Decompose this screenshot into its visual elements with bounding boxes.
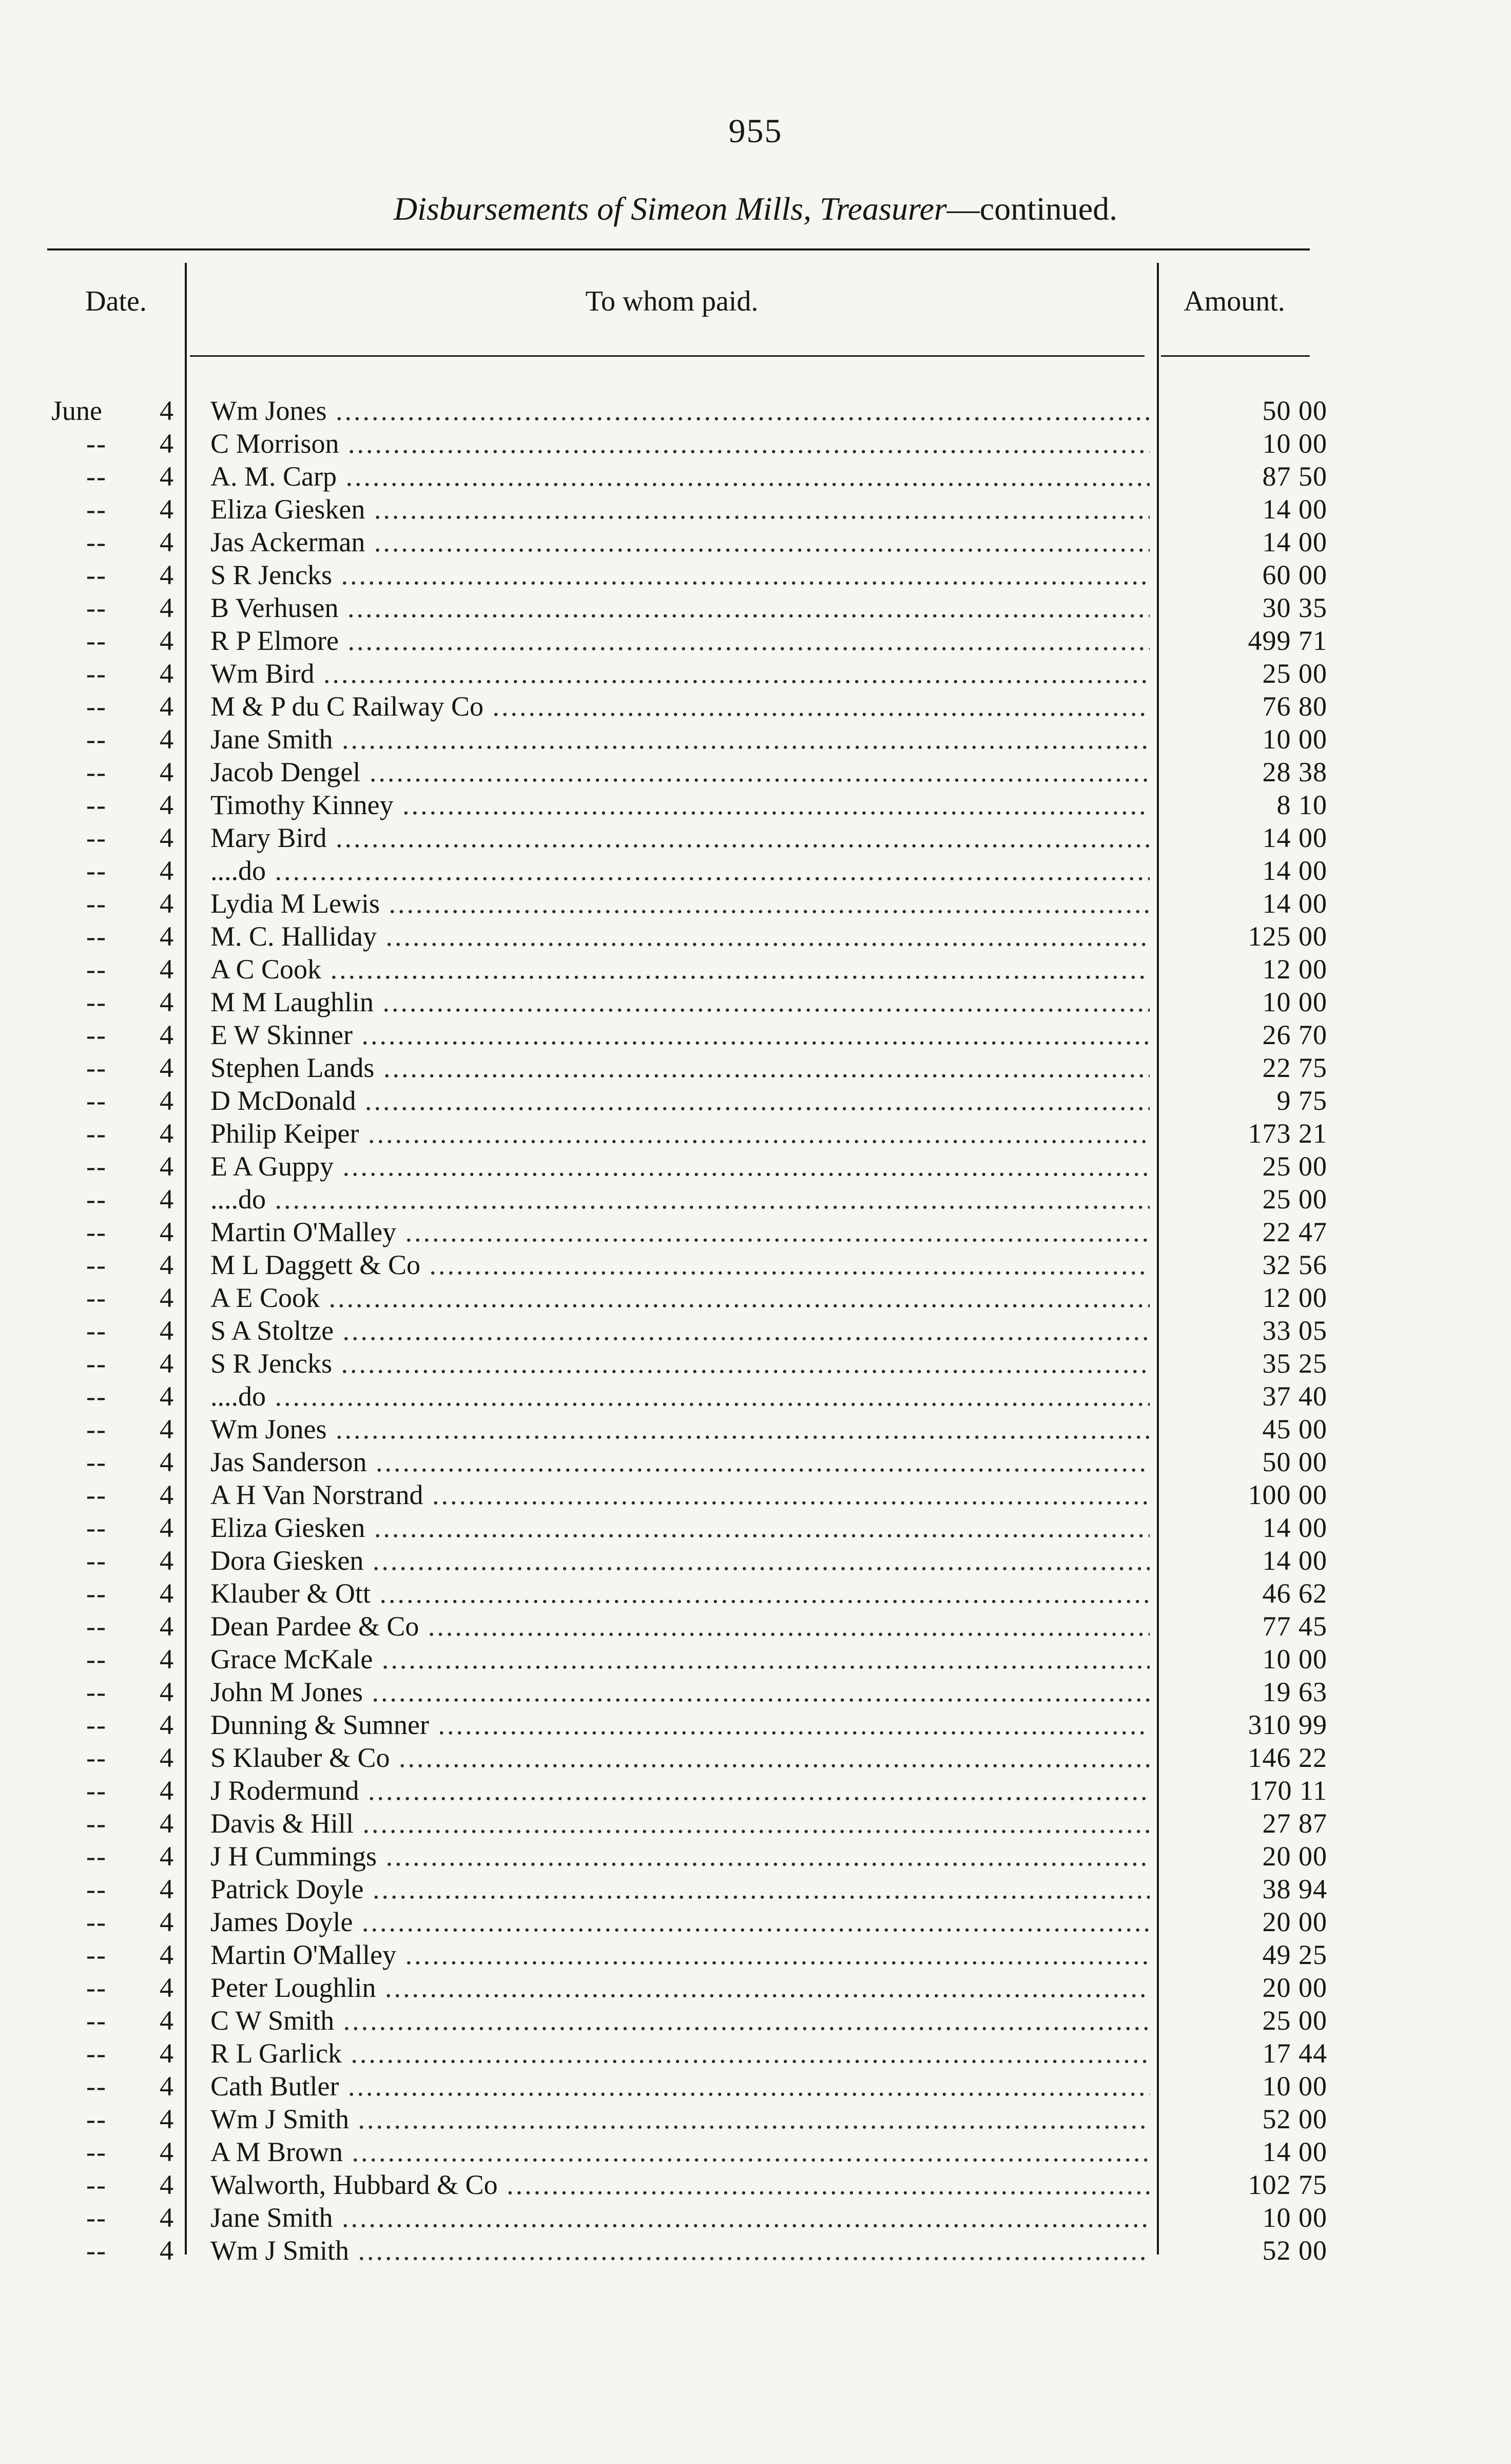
entry-payee: Wm Jones ..... (210, 394, 1150, 427)
entry-month: -- (86, 1611, 107, 1642)
entry-day: 4 (160, 1249, 173, 1280)
column-header-date: Date. (85, 285, 147, 317)
entry-amount: 27 87 (1262, 1808, 1327, 1839)
entry-payee: ....do ..... (210, 1183, 1150, 1216)
table-row (0, 1380, 1511, 1413)
column-header-amount: Amount. (1184, 285, 1285, 317)
entry-day: 4 (160, 822, 173, 853)
table-row (0, 1478, 1511, 1511)
entry-payee: D McDonald ..... (210, 1084, 1150, 1117)
table-row (0, 953, 1511, 986)
table-row (0, 1873, 1511, 1905)
entry-month: -- (86, 987, 107, 1017)
table-top-rule (47, 248, 1310, 251)
table-row (0, 2135, 1511, 2168)
entry-payee: Jacob Dengel ..... (210, 756, 1150, 788)
entry-amount: 38 94 (1262, 1874, 1327, 1904)
entry-amount: 28 38 (1262, 757, 1327, 787)
table-row (0, 657, 1511, 690)
entry-day: 4 (160, 2005, 173, 2036)
entry-amount: 10 00 (1262, 2071, 1327, 2102)
entry-payee: Dora Giesken ..... (210, 1544, 1150, 1577)
entry-amount: 10 00 (1262, 428, 1327, 459)
entry-payee: M. C. Halliday ..... (210, 920, 1150, 953)
entry-payee: A M Brown ..... (210, 2135, 1150, 2168)
table-row (0, 1183, 1511, 1216)
table-row (0, 427, 1511, 460)
entry-day: 4 (160, 724, 173, 755)
entry-month: -- (86, 1709, 107, 1740)
table-row (0, 1413, 1511, 1446)
entry-payee: R L Garlick ..... (210, 2037, 1150, 2070)
entry-payee: Davis & Hill ..... (210, 1807, 1150, 1840)
table-row (0, 2201, 1511, 2234)
entry-month: -- (86, 1479, 107, 1510)
entry-month: -- (86, 658, 107, 689)
table-row (0, 2070, 1511, 2103)
table-row (0, 920, 1511, 953)
entry-month: -- (86, 1677, 107, 1707)
entry-day: 4 (160, 1282, 173, 1313)
table-row (0, 1117, 1511, 1150)
entry-amount: 10 00 (1262, 2202, 1327, 2233)
entry-month: -- (86, 1874, 107, 1904)
entry-day: 4 (160, 1348, 173, 1379)
entry-payee: John M Jones ..... (210, 1676, 1150, 1708)
table-row (0, 1347, 1511, 1380)
table-row (0, 1216, 1511, 1248)
entry-month: -- (86, 625, 107, 656)
entry-amount: 499 71 (1248, 625, 1327, 656)
entry-day: 4 (160, 1709, 173, 1740)
table-row (0, 2037, 1511, 2070)
entry-payee: Martin O'Malley ..... (210, 1216, 1150, 1248)
entry-amount: 50 00 (1262, 395, 1327, 426)
entry-day: 4 (160, 1742, 173, 1773)
entry-month: -- (86, 1742, 107, 1773)
entry-amount: 310 99 (1248, 1709, 1327, 1740)
entry-day: 4 (160, 1479, 173, 1510)
entry-day: 4 (160, 2071, 173, 2102)
entry-payee: J H Cummings ..... (210, 1840, 1150, 1873)
entry-amount: 12 00 (1262, 1282, 1327, 1313)
entry-payee: Cath Butler ..... (210, 2070, 1150, 2103)
entry-month: -- (86, 494, 107, 525)
entry-month: -- (86, 2136, 107, 2167)
table-row (0, 2168, 1511, 2201)
entry-day: 4 (160, 1019, 173, 1050)
entry-day: 4 (160, 757, 173, 787)
table-row (0, 2004, 1511, 2037)
heading-continued: —continued. (946, 190, 1118, 227)
entry-month: -- (86, 2235, 107, 2266)
entry-payee: B Verhusen ..... (210, 591, 1150, 624)
entry-day: 4 (160, 790, 173, 820)
entry-day: 4 (160, 1414, 173, 1445)
entry-month: -- (86, 790, 107, 820)
table-row (0, 986, 1511, 1018)
entry-day: 4 (160, 1775, 173, 1806)
entry-payee: Timothy Kinney ..... (210, 788, 1150, 821)
entry-month: -- (86, 1151, 107, 1182)
entry-amount: 25 00 (1262, 1151, 1327, 1182)
entry-payee: A C Cook ..... (210, 953, 1150, 986)
table-row (0, 1150, 1511, 1183)
entry-amount: 14 00 (1262, 2136, 1327, 2167)
entry-amount: 52 00 (1262, 2104, 1327, 2134)
table-row (0, 821, 1511, 854)
table-row (0, 1281, 1511, 1314)
entry-month: -- (86, 1381, 107, 1412)
entry-payee: Wm J Smith ..... (210, 2103, 1150, 2135)
entry-amount: 14 00 (1262, 822, 1327, 853)
entry-month: -- (86, 1249, 107, 1280)
entry-payee: Wm J Smith ..... (210, 2234, 1150, 2267)
entry-month: -- (86, 527, 107, 557)
entry-payee: Dean Pardee & Co ..... (210, 1610, 1150, 1643)
entry-amount: 87 50 (1262, 461, 1327, 492)
entry-day: 4 (160, 1381, 173, 1412)
entry-month: -- (86, 1939, 107, 1970)
table-row (0, 1774, 1511, 1807)
entry-payee: S R Jencks ..... (210, 1347, 1150, 1380)
entry-amount: 17 44 (1262, 2038, 1327, 2069)
entry-amount: 10 00 (1262, 724, 1327, 755)
entry-payee: Walworth, Hubbard & Co ..... (210, 2168, 1150, 2201)
entry-month: -- (86, 1184, 107, 1215)
table-row (0, 2103, 1511, 2135)
table-row (0, 1807, 1511, 1840)
table-row (0, 1084, 1511, 1117)
entry-day: 4 (160, 954, 173, 985)
entry-payee: M & P du C Railway Co ..... (210, 690, 1150, 723)
table-row (0, 624, 1511, 657)
entry-amount: 32 56 (1262, 1249, 1327, 1280)
table-row (0, 1708, 1511, 1741)
entry-amount: 14 00 (1262, 527, 1327, 557)
entry-month: -- (86, 2071, 107, 2102)
entry-payee: Eliza Giesken ..... (210, 1511, 1150, 1544)
entry-payee: Stephen Lands ..... (210, 1051, 1150, 1084)
entry-month: -- (86, 855, 107, 886)
table-row (0, 788, 1511, 821)
entry-amount: 46 62 (1262, 1578, 1327, 1609)
entry-payee: ....do ..... (210, 1380, 1150, 1413)
entry-day: 4 (160, 855, 173, 886)
entry-month: June (51, 395, 102, 426)
entry-day: 4 (160, 2235, 173, 2266)
entry-month: -- (86, 1972, 107, 2003)
entry-month: -- (86, 954, 107, 985)
entry-amount: 35 25 (1262, 1348, 1327, 1379)
table-row (0, 1741, 1511, 1774)
entry-month: -- (86, 921, 107, 952)
entry-amount: 8 10 (1276, 790, 1327, 820)
entry-payee: S R Jencks ..... (210, 559, 1150, 591)
entry-month: -- (86, 724, 107, 755)
entry-amount: 100 00 (1248, 1479, 1327, 1510)
entry-payee: R P Elmore ..... (210, 624, 1150, 657)
entry-payee: M L Daggett & Co ..... (210, 1248, 1150, 1281)
entry-month: -- (86, 1545, 107, 1576)
entry-amount: 14 00 (1262, 494, 1327, 525)
entry-amount: 76 80 (1262, 691, 1327, 722)
entry-month: -- (86, 1118, 107, 1149)
entry-payee: A H Van Norstrand ..... (210, 1478, 1150, 1511)
entry-month: -- (86, 1348, 107, 1379)
entry-payee: E W Skinner ..... (210, 1018, 1150, 1051)
entry-day: 4 (160, 395, 173, 426)
entry-amount: 33 05 (1262, 1315, 1327, 1346)
entry-payee: ....do ..... (210, 854, 1150, 887)
entry-payee: Jane Smith ..... (210, 723, 1150, 756)
entry-day: 4 (160, 1907, 173, 1937)
entry-month: -- (86, 1578, 107, 1609)
entry-amount: 10 00 (1262, 987, 1327, 1017)
entry-day: 4 (160, 1052, 173, 1083)
entry-month: -- (86, 592, 107, 623)
entry-amount: 45 00 (1262, 1414, 1327, 1445)
table-row (0, 1577, 1511, 1610)
entry-payee: Mary Bird ..... (210, 821, 1150, 854)
table-row (0, 1938, 1511, 1971)
table-row (0, 559, 1511, 591)
entry-payee: C Morrison ..... (210, 427, 1150, 460)
entry-day: 4 (160, 921, 173, 952)
entry-day: 4 (160, 2136, 173, 2167)
entry-month: -- (86, 2005, 107, 2036)
entry-month: -- (86, 1775, 107, 1806)
entry-day: 4 (160, 1808, 173, 1839)
entry-day: 4 (160, 1545, 173, 1576)
entry-payee: Jane Smith ..... (210, 2201, 1150, 2234)
entry-amount: 22 75 (1262, 1052, 1327, 1083)
entry-month: -- (86, 1315, 107, 1346)
entry-amount: 19 63 (1262, 1677, 1327, 1707)
entry-day: 4 (160, 494, 173, 525)
entry-day: 4 (160, 625, 173, 656)
entry-month: -- (86, 1447, 107, 1477)
entry-amount: 30 35 (1262, 592, 1327, 623)
entry-month: -- (86, 2202, 107, 2233)
entry-day: 4 (160, 527, 173, 557)
header-bottom-rule-amount (1161, 355, 1310, 357)
entry-amount: 14 00 (1262, 888, 1327, 919)
entry-month: -- (86, 888, 107, 919)
table-row (0, 1314, 1511, 1347)
entry-day: 4 (160, 2169, 173, 2200)
entry-day: 4 (160, 2104, 173, 2134)
entry-amount: 77 45 (1262, 1611, 1327, 1642)
entry-day: 4 (160, 1184, 173, 1215)
entry-payee: A. M. Carp ..... (210, 460, 1150, 493)
entry-payee: Peter Loughlin ..... (210, 1971, 1150, 2004)
table-row (0, 887, 1511, 920)
entry-day: 4 (160, 1512, 173, 1543)
entry-payee: J Rodermund ..... (210, 1774, 1150, 1807)
entry-payee: Klauber & Ott ..... (210, 1577, 1150, 1610)
entry-amount: 125 00 (1248, 921, 1327, 952)
table-row (0, 1610, 1511, 1643)
table-row (0, 1905, 1511, 1938)
entry-payee: Lydia M Lewis ..... (210, 887, 1150, 920)
entry-payee: James Doyle ..... (210, 1905, 1150, 1938)
entry-amount: 20 00 (1262, 1907, 1327, 1937)
page-number: 955 (728, 112, 783, 150)
entry-amount: 102 75 (1248, 2169, 1327, 2200)
entry-day: 4 (160, 1939, 173, 1970)
entry-day: 4 (160, 1315, 173, 1346)
entry-amount: 10 00 (1262, 1644, 1327, 1674)
entry-payee: Martin O'Malley ..... (210, 1938, 1150, 1971)
entry-month: -- (86, 1085, 107, 1116)
entry-payee: Eliza Giesken ..... (210, 493, 1150, 526)
entry-amount: 170 11 (1249, 1775, 1327, 1806)
entry-amount: 52 00 (1262, 2235, 1327, 2266)
entry-month: -- (86, 1907, 107, 1937)
entry-day: 4 (160, 1972, 173, 2003)
column-header-payee: To whom paid. (585, 285, 759, 317)
entry-amount: 26 70 (1262, 1019, 1327, 1050)
entry-day: 4 (160, 1447, 173, 1477)
table-row (0, 2234, 1511, 2267)
entry-month: -- (86, 461, 107, 492)
entry-day: 4 (160, 2202, 173, 2233)
entry-month: -- (86, 1512, 107, 1543)
table-row (0, 1248, 1511, 1281)
entry-day: 4 (160, 1644, 173, 1674)
entry-payee: Jas Sanderson ..... (210, 1446, 1150, 1478)
header-bottom-rule-payee (190, 355, 1145, 357)
entry-amount: 60 00 (1262, 560, 1327, 590)
entry-amount: 9 75 (1276, 1085, 1327, 1116)
entry-day: 4 (160, 2038, 173, 2069)
table-row (0, 756, 1511, 788)
entry-amount: 50 00 (1262, 1447, 1327, 1477)
table-row (0, 1676, 1511, 1708)
entry-amount: 25 00 (1262, 2005, 1327, 2036)
entry-month: -- (86, 757, 107, 787)
entry-month: -- (86, 1052, 107, 1083)
entry-amount: 14 00 (1262, 1545, 1327, 1576)
table-row (0, 723, 1511, 756)
entry-payee: E A Guppy ..... (210, 1150, 1150, 1183)
entry-day: 4 (160, 1677, 173, 1707)
entry-payee: Grace McKale ..... (210, 1643, 1150, 1676)
entry-day: 4 (160, 1874, 173, 1904)
entry-day: 4 (160, 888, 173, 919)
entry-payee: C W Smith ..... (210, 2004, 1150, 2037)
entry-payee: Jas Ackerman ..... (210, 526, 1150, 559)
entry-day: 4 (160, 1217, 173, 1247)
page-heading (0, 190, 1511, 228)
entry-day: 4 (160, 1611, 173, 1642)
entry-amount: 146 22 (1248, 1742, 1327, 1773)
entry-day: 4 (160, 592, 173, 623)
table-row (0, 854, 1511, 887)
entry-month: -- (86, 1414, 107, 1445)
entry-month: -- (86, 1841, 107, 1872)
table-row (0, 591, 1511, 624)
entry-month: -- (86, 2169, 107, 2200)
entry-month: -- (86, 560, 107, 590)
entry-day: 4 (160, 428, 173, 459)
entry-day: 4 (160, 1151, 173, 1182)
entry-month: -- (86, 428, 107, 459)
entry-amount: 173 21 (1248, 1118, 1327, 1149)
entry-day: 4 (160, 658, 173, 689)
entry-month: -- (86, 2104, 107, 2134)
entry-month: -- (86, 822, 107, 853)
table-row (0, 690, 1511, 723)
entry-amount: 14 00 (1262, 1512, 1327, 1543)
entry-amount: 25 00 (1262, 1184, 1327, 1215)
table-row (0, 1511, 1511, 1544)
table-row (0, 493, 1511, 526)
entry-amount: 20 00 (1262, 1972, 1327, 2003)
table-row (0, 1544, 1511, 1577)
entry-payee: Wm Jones ..... (210, 1413, 1150, 1446)
table-row (0, 1971, 1511, 2004)
entry-payee: Dunning & Sumner ..... (210, 1708, 1150, 1741)
table-row (0, 1446, 1511, 1478)
table-row (0, 1643, 1511, 1676)
entry-payee: S A Stoltze ..... (210, 1314, 1150, 1347)
entry-month: -- (86, 691, 107, 722)
entry-month: -- (86, 1644, 107, 1674)
entry-month: -- (86, 1282, 107, 1313)
entry-day: 4 (160, 1578, 173, 1609)
entry-amount: 22 47 (1262, 1217, 1327, 1247)
entry-amount: 37 40 (1262, 1381, 1327, 1412)
entry-payee: Patrick Doyle ..... (210, 1873, 1150, 1905)
entry-payee: Wm Bird ..... (210, 657, 1150, 690)
entry-amount: 25 00 (1262, 658, 1327, 689)
table-row (0, 460, 1511, 493)
entry-day: 4 (160, 461, 173, 492)
table-row (0, 394, 1511, 427)
entry-amount: 12 00 (1262, 954, 1327, 985)
entry-month: -- (86, 1808, 107, 1839)
entry-day: 4 (160, 1841, 173, 1872)
entry-amount: 49 25 (1262, 1939, 1327, 1970)
entry-day: 4 (160, 560, 173, 590)
entry-payee: Philip Keiper ..... (210, 1117, 1150, 1150)
entry-day: 4 (160, 691, 173, 722)
entry-month: -- (86, 2038, 107, 2069)
heading-title: Disbursements of Simeon Mills, Treasurer (393, 190, 947, 227)
entry-day: 4 (160, 1085, 173, 1116)
table-row (0, 1051, 1511, 1084)
entry-amount: 14 00 (1262, 855, 1327, 886)
entry-amount: 20 00 (1262, 1841, 1327, 1872)
entry-day: 4 (160, 1118, 173, 1149)
table-row (0, 1840, 1511, 1873)
table-row (0, 526, 1511, 559)
entry-month: -- (86, 1217, 107, 1247)
entry-payee: A E Cook ..... (210, 1281, 1150, 1314)
entry-payee: M M Laughlin ..... (210, 986, 1150, 1018)
entry-payee: S Klauber & Co ..... (210, 1741, 1150, 1774)
entry-month: -- (86, 1019, 107, 1050)
table-row (0, 1018, 1511, 1051)
entry-day: 4 (160, 987, 173, 1017)
